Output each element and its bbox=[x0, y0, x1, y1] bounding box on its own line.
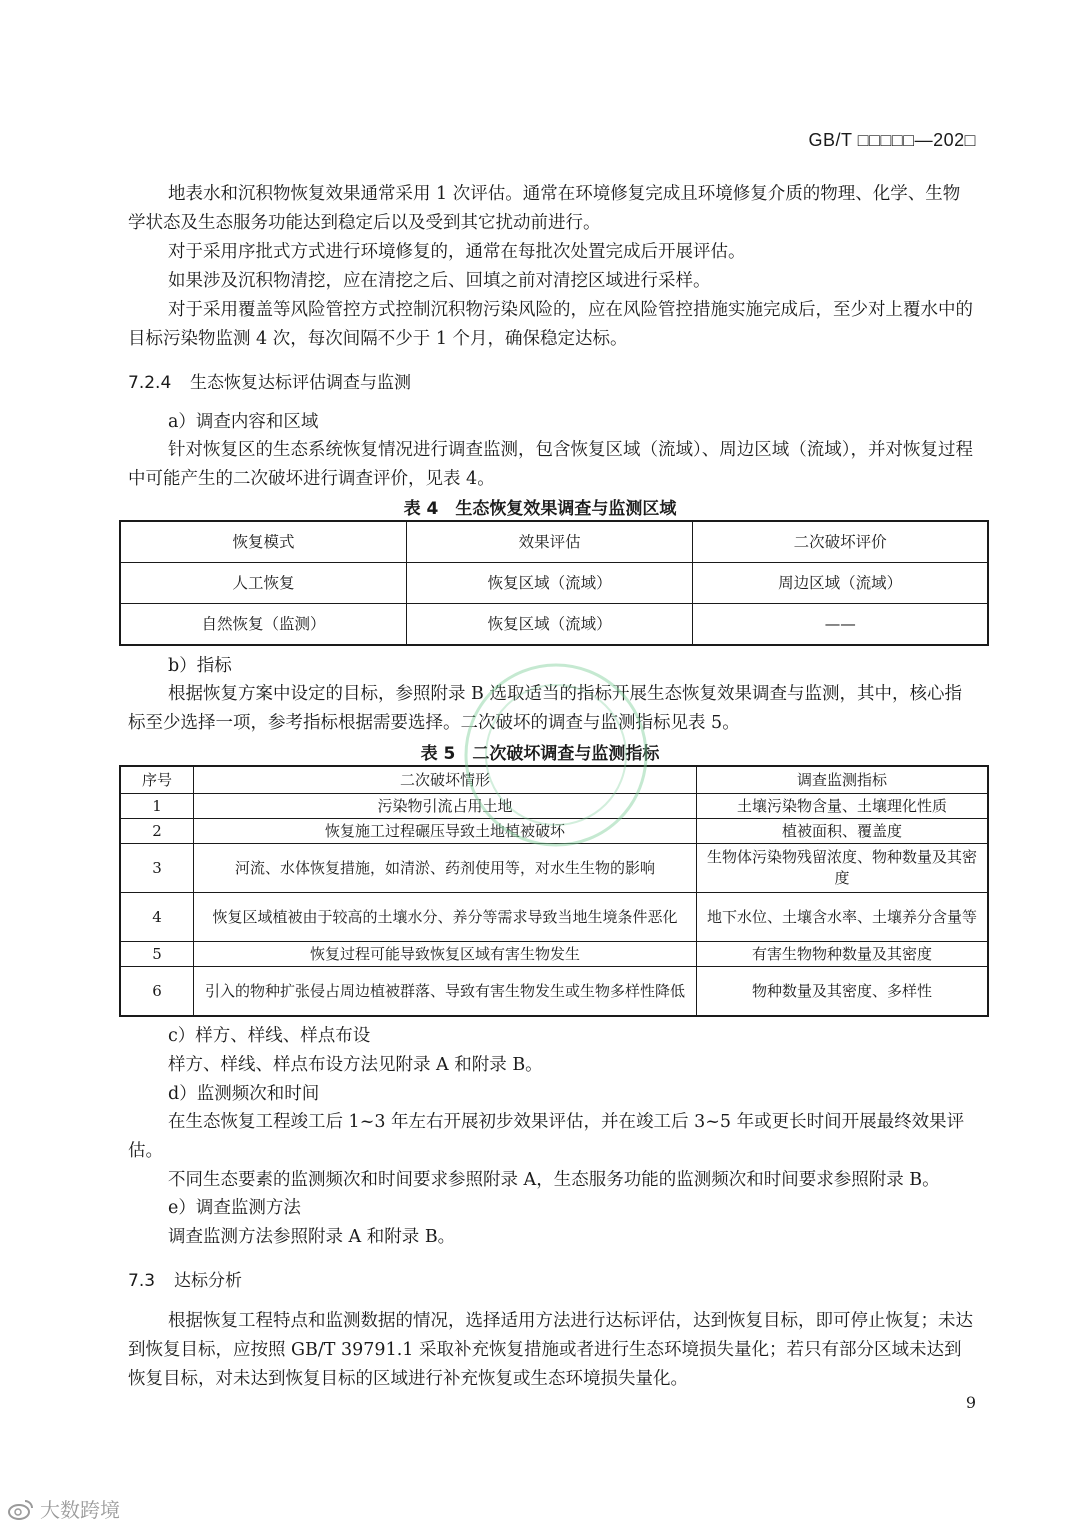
table-row bbox=[120, 942, 988, 967]
table-row bbox=[120, 604, 988, 646]
table-row bbox=[120, 967, 988, 1017]
table-cell: 6 bbox=[120, 967, 194, 1017]
table-header-row bbox=[120, 766, 988, 794]
table-cell: 生物体污染物残留浓度、物种数量及其密度 bbox=[697, 844, 989, 893]
table-cell: 植被面积、覆盖度 bbox=[697, 819, 989, 844]
paragraph-1: 地表水和沉积物恢复效果通常采用 1 次评估。通常在环境修复完成且环境修复介质的物理、化学、生物学状态及生态服务功能达到稳定后以及受到其它扰动前进行。 bbox=[128, 184, 961, 233]
paragraph-3: 如果涉及沉积物清挖，应在清挖之后、回填之前对清挖区域进行采样。 bbox=[168, 271, 711, 291]
table-cell: —— bbox=[693, 604, 988, 646]
table-cell: 恢复区域（流域） bbox=[406, 563, 692, 604]
table-header-cell: 二次破坏情形 bbox=[194, 766, 697, 794]
watermark-text: 大数跨境 bbox=[40, 1498, 120, 1522]
table-header-cell: 恢复模式 bbox=[120, 521, 406, 563]
item-a-text: 针对恢复区的生态系统恢复情况进行调查监测，包含恢复区域（流域）、周边区域（流域），并对恢复过程中可能产生的二次破坏进行调查评价，见表 4。 bbox=[128, 440, 973, 489]
table-cell: 4 bbox=[120, 893, 194, 942]
section-heading-7-2-4 bbox=[128, 368, 411, 393]
item-b-text: 根据恢复方案中设定的目标，参照附录 B 选取适当的指标开展生态恢复效果调查与监测，其中，核心指标至少选择一项，参考指标根据需要选择。二次破坏的调查与监测指标见表 5。 bbox=[128, 684, 962, 733]
item-d-text-1: 在生态恢复工程竣工后 1~3 年左右开展初步效果评估，并在竣工后 3~5 年或更长时间开展最终效果评估。 bbox=[128, 1112, 965, 1161]
table-5 bbox=[119, 765, 989, 1017]
table-cell: 恢复区域植被由于较高的土壤水分、养分等需求导致当地生境条件恶化 bbox=[194, 893, 697, 942]
table-row bbox=[120, 893, 988, 942]
table-cell: 引入的物种扩张侵占周边植被群落、导致有害生物发生或生物多样性降低 bbox=[194, 967, 697, 1017]
table-row bbox=[120, 794, 988, 819]
item-d-label: d）监测频次和时间 bbox=[168, 1084, 320, 1104]
item-c-label: c）样方、样线、样点布设 bbox=[168, 1026, 371, 1046]
table-cell: 恢复施工过程碾压导致土地植被破坏 bbox=[194, 819, 697, 844]
table-header-cell: 调查监测指标 bbox=[697, 766, 989, 794]
paragraph-2: 对于采用序批式方式进行环境修复的，通常在每批次处置完成后开展评估。 bbox=[168, 242, 746, 262]
section-7-3-text: 根据恢复工程特点和监测数据的情况，选择适用方法进行达标评估，达到恢复目标，即可停止恢复；未达到恢复目标，应按照 GB/T 39791.1 采取补充恢复措施或者进行生态环境损失量化；若只有部分区域未达到恢复目标，对未达到恢复目标的区域进行补充恢复或生态环境损失量化。 bbox=[128, 1311, 973, 1389]
table-header-cell: 效果评估 bbox=[406, 521, 692, 563]
table-cell: 地下水位、土壤含水率、土壤养分含量等 bbox=[697, 893, 989, 942]
table-row bbox=[120, 819, 988, 844]
table-cell: 土壤污染物含量、土壤理化性质 bbox=[697, 794, 989, 819]
table-cell: 人工恢复 bbox=[120, 563, 406, 604]
table-cell: 周边区域（流域） bbox=[693, 563, 988, 604]
standard-code: GB/T □□□□□—202□ bbox=[808, 130, 976, 150]
table-cell: 2 bbox=[120, 819, 194, 844]
table-cell: 自然恢复（监测） bbox=[120, 604, 406, 646]
table-row bbox=[120, 844, 988, 893]
table-header-cell: 二次破坏评价 bbox=[693, 521, 988, 563]
table-cell: 恢复区域（流域） bbox=[406, 604, 692, 646]
section-number: 7.2.4 bbox=[128, 373, 172, 393]
table-cell: 河流、水体恢复措施，如清淤、药剂使用等，对水生生物的影响 bbox=[194, 844, 697, 893]
table-cell: 污染物引流占用土地 bbox=[194, 794, 697, 819]
table-cell: 1 bbox=[120, 794, 194, 819]
item-a-label: a）调查内容和区域 bbox=[168, 412, 319, 432]
item-e-text: 调查监测方法参照附录 A 和附录 B。 bbox=[168, 1227, 456, 1247]
section-title: 达标分析 bbox=[174, 1271, 242, 1291]
section-title: 生态恢复达标评估调查与监测 bbox=[190, 373, 411, 393]
table-cell: 恢复过程可能导致恢复区域有害生物发生 bbox=[194, 942, 697, 967]
item-d-text-2: 不同生态要素的监测频次和时间要求参照附录 A，生态服务功能的监测频次和时间要求参照附录 B。 bbox=[168, 1170, 940, 1190]
table-cell: 物种数量及其密度、多样性 bbox=[697, 967, 989, 1017]
table4-caption: 表 4 生态恢复效果调查与监测区域 bbox=[403, 499, 677, 519]
item-e-label: e）调查监测方法 bbox=[168, 1198, 301, 1218]
item-b-label: b）指标 bbox=[168, 656, 232, 676]
item-c-text: 样方、样线、样点布设方法见附录 A 和附录 B。 bbox=[168, 1055, 543, 1075]
paragraph-4: 对于采用覆盖等风险管控方式控制沉积物污染风险的，应在风险管控措施实施完成后，至少对上覆水中的目标污染物监测 4 次，每次间隔不少于 1 个月，确保稳定达标。 bbox=[128, 300, 973, 349]
weibo-icon bbox=[8, 1498, 34, 1520]
section-heading-7-3 bbox=[128, 1266, 242, 1291]
table-cell: 3 bbox=[120, 844, 194, 893]
table-header-row bbox=[120, 521, 988, 563]
section-number: 7.3 bbox=[128, 1271, 156, 1291]
table-row bbox=[120, 563, 988, 604]
table-header-cell: 序号 bbox=[120, 766, 194, 794]
watermark bbox=[8, 1494, 120, 1523]
table-4 bbox=[119, 520, 989, 646]
table-cell: 5 bbox=[120, 942, 194, 967]
page-number: 9 bbox=[965, 1393, 976, 1412]
table5-caption: 表 5 二次破坏调查与监测指标 bbox=[420, 744, 660, 764]
table-cell: 有害生物物种数量及其密度 bbox=[697, 942, 989, 967]
